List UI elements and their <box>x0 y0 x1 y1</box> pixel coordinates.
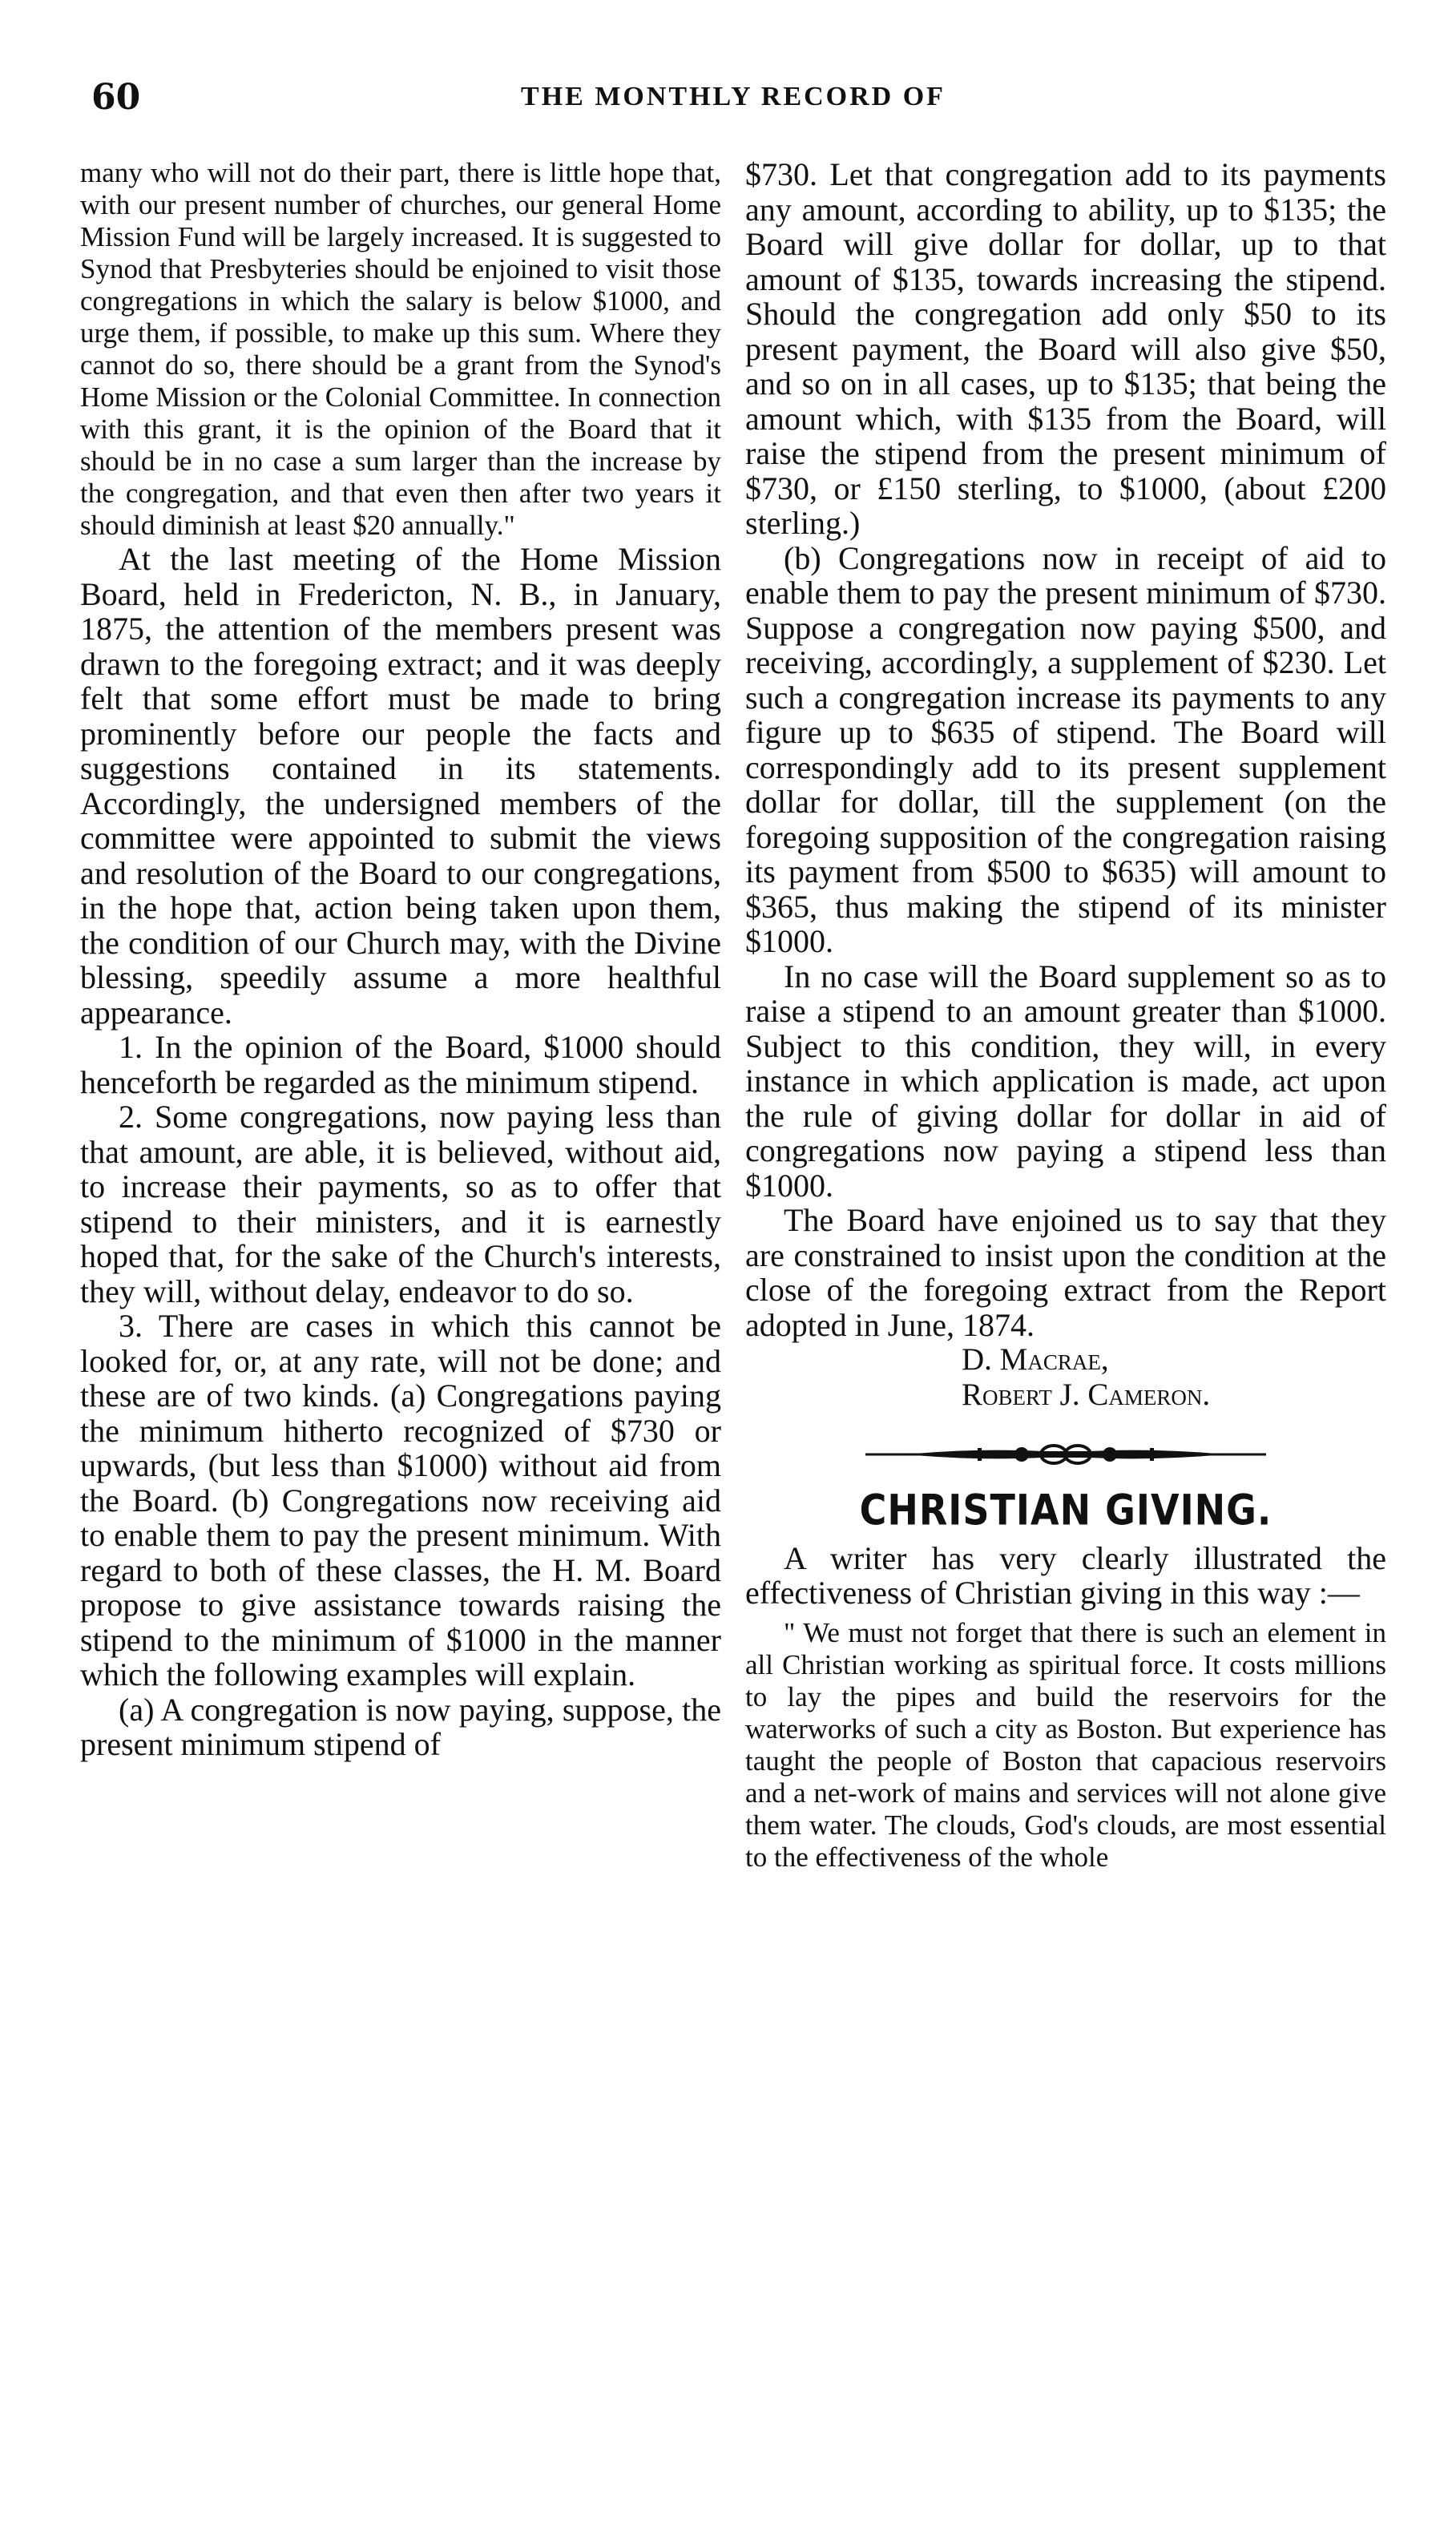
paragraph: 2. Some congregations, now paying less than that amount, are able, it is believed, without aid, to increase their payments, so as to offer that stipend to their ministers, and it is earnestly hoped that, for the sake of the Church's interests, they will, without delay, endeavor to do so. <box>80 1099 721 1309</box>
signature-1: D. Macrae, <box>962 1342 1109 1377</box>
ornament-divider <box>745 1430 1386 1478</box>
right-column <box>745 157 1386 1874</box>
left-column <box>80 157 721 1762</box>
paragraph: $730. Let that congregation add to its payments any amount, according to ability, up to $135; the Board will give dollar for dollar, up to that amount of $135, towards increasing the stipend. Should the congregation add only $50 to its present payment, the Board will also give $50, and so on in all cases, up to $135; that being the amount which, with $135 from the Board, will raise the stipend from the present minimum of $730, or £150 sterling, to $1000, (about £200 sterling.) <box>745 156 1386 541</box>
paragraph: A writer has very clearly illustrated the effectiveness of Christian giving in this way :— <box>745 1539 1386 1611</box>
paragraph: " We must not forget that there is such an element in all Christian working as spiritual force. It costs millions to lay the pipes and build the reservoirs for the waterworks of such a city as Boston. But experience has taught the people of Boston that capacious reservoirs and a net-work of mains and services will not alone give them water. The clouds, God's clouds, are most essential to the effectiveness of the whole <box>745 1616 1386 1873</box>
paragraph: 1. In the opinion of the Board, $1000 should henceforth be regarded as the minimum stipend. <box>80 1029 721 1100</box>
paragraph: In no case will the Board supplement so as to raise a stipend to an amount greater than $1000. Subject to this condition, they will, in every instance in which application is made, act upon the rule of giving dollar for dollar in aid of congregations now paying a stipend less than $1000. <box>745 958 1386 1204</box>
signature-2: Robert J. Cameron. <box>962 1377 1211 1412</box>
page-number: 60 <box>91 77 141 118</box>
section-title: CHRISTIAN GIVING. <box>859 1484 1272 1535</box>
paragraph: many who will not do their part, there is little hope that, with our present number of churches, our general Home Mission Fund will be largely increased. It is suggested to Synod that Presbyteries should be enjoined to visit those congregations in which the salary is below $1000, and urge them, if possible, to make up this sum. Where they cannot do so, there should be a grant from the Synod's Home Mission or the Colonial Committee. In connection with this grant, it is the opinion of the Board that it should be in no case a sum larger than the increase by the congregation, and that even then after two years it should diminish at least $20 annually." <box>80 157 721 541</box>
paragraph: The Board have enjoined us to say that they are constrained to insist upon the condition at the close of the foregoing extract from the Report adopted in June, 1874. <box>745 1202 1386 1343</box>
page-header <box>80 77 1386 125</box>
paragraph: At the last meeting of the Home Mission Board, held in Fredericton, N. B., in January, 1875, the attention of the members present was drawn to the foregoing extract; and it was deeply felt that some effort must be made to bring prominently before our people the facts and suggestions contained in its statements. Accordingly, the undersigned members of the committee were appointed to submit the views and resolution of the Board to our congregations, in the hope that, action being taken upon them, the condition of our Church may, with the Divine blessing, speedily assume a more healthful appearance. <box>80 541 721 1031</box>
ornament-divider-icon <box>857 1430 1274 1478</box>
paragraph: (a) A congregation is now paying, suppose, the present minimum stipend of <box>80 1691 721 1762</box>
running-head: THE MONTHLY RECORD OF <box>521 82 946 111</box>
paragraph: (b) Congregations now in receipt of aid to enable them to pay the present minimum of $730. Suppose a congregation now paying $500, and receiving, accordingly, a supplement of $230. Let such a congregation increase its payments to any figure up to $635 of stipend. The Board will correspondingly add to its present supplement dollar for dollar, till the supplement (on the foregoing supposition of the congregation raising its payment from $500 to $635) will amount to $365, thus making the stipend of its minister $1000. <box>745 539 1386 959</box>
paragraph: 3. There are cases in which this cannot be looked for, or, at any rate, will not be done; and these are of two kinds. (a) Congregations paying the minimum hitherto recognized of $730 or upwards, (but less than $1000) without aid from the Board. (b) Congregations now receiving aid to enable them to pay the present minimum. With regard to both of these classes, the H. M. Board propose to give assistance towards raising the stipend to the minimum of $1000 in the manner which the following examples will explain. <box>80 1308 721 1692</box>
